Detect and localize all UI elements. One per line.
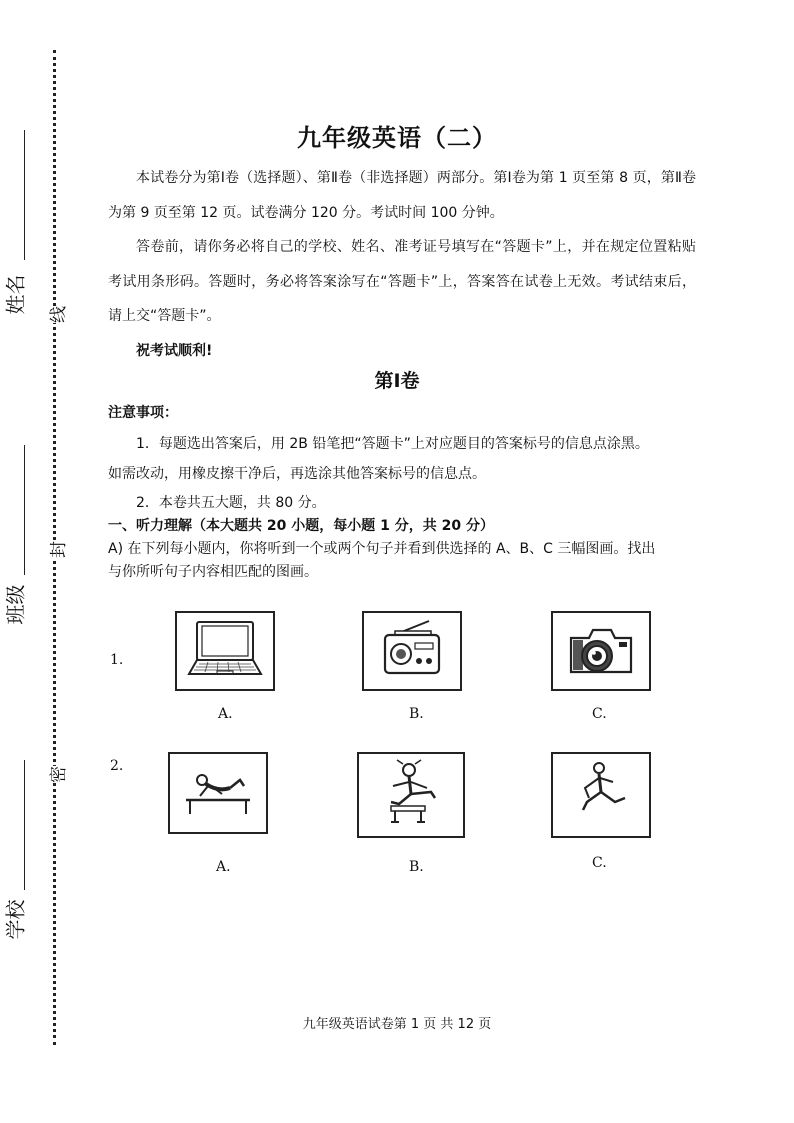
radio-icon (377, 619, 447, 683)
option-picture[interactable] (362, 611, 462, 691)
question-number: 1. (110, 652, 124, 668)
exam-title: 九年级英语（二） (297, 124, 497, 152)
option-picture[interactable] (168, 752, 268, 834)
binding-mark-line: 线 (42, 306, 71, 323)
option-picture[interactable] (357, 752, 465, 838)
option-picture[interactable] (551, 611, 651, 691)
part1-heading: 一、听力理解（本大题共 20 小题，每小题 1 分，共 20 分） (108, 518, 494, 534)
notes-heading: 注意事项： (108, 405, 178, 421)
option-label: B. (409, 706, 424, 722)
name-label: 姓名 (3, 274, 28, 315)
long-jump-icon (563, 758, 639, 832)
school-label: 学校 (3, 899, 28, 940)
binding-mark-secret: 密 (42, 766, 71, 783)
camera-icon (561, 618, 641, 684)
note-item-1-continued: 如需改动，用橡皮擦干净后，再选涂其他答案标号的信息点。 (108, 466, 486, 482)
note-item-2: 2．本卷共五大题，共 80 分。 (136, 495, 326, 511)
good-luck-text: 祝考试顺利! (136, 343, 213, 359)
part1-instruction: A) 在下列每小题内，你将听到一个或两个句子并看到供选择的 A、B、C 三幅图画。找出 (108, 541, 656, 557)
laptop-icon (183, 616, 267, 686)
school-blank (24, 760, 25, 890)
option-label: A. (216, 859, 231, 875)
option-label: C. (592, 855, 607, 871)
intro-paragraph-2: 答卷前，请你务必将自己的学校、姓名、准考证号填写在“答题卡”上，并在规定位置粘贴考试用条形码。答题时，务必将答案涂写在“答题卡”上，答案答在试卷上无效。考试结束后，请上交“答题卡”。 (108, 239, 696, 324)
class-label: 班级 (3, 584, 28, 625)
part1-instruction-continued: 与你所听句子内容相匹配的图画。 (108, 564, 318, 580)
hurdles-icon (369, 758, 453, 832)
note-item-1: 1．每题选出答案后，用 2B 铅笔把“答题卡”上对应题目的答案标号的信息点涂黑。 (136, 436, 649, 452)
page-footer: 九年级英语试卷第 1 页 共 12 页 (302, 1017, 492, 1032)
option-label: A. (218, 706, 233, 722)
binding-mark-seal: 封 (42, 541, 71, 558)
option-picture[interactable] (551, 752, 651, 838)
question-number: 2. (110, 758, 124, 774)
intro-paragraph-1: 本试卷分为第Ⅰ卷（选择题）、第Ⅱ卷（非选择题）两部分。第Ⅰ卷为第 1 页至第 8 页，第Ⅱ卷为第 9 页至第 12 页。试卷满分 120 分。考试时间 100 分钟。 (108, 170, 696, 221)
high-jump-icon (178, 758, 258, 828)
option-picture[interactable] (175, 611, 275, 691)
option-label: B. (409, 859, 424, 875)
section-title: 第Ⅰ卷 (374, 370, 420, 392)
class-blank (24, 445, 25, 575)
option-label: C. (592, 706, 607, 722)
